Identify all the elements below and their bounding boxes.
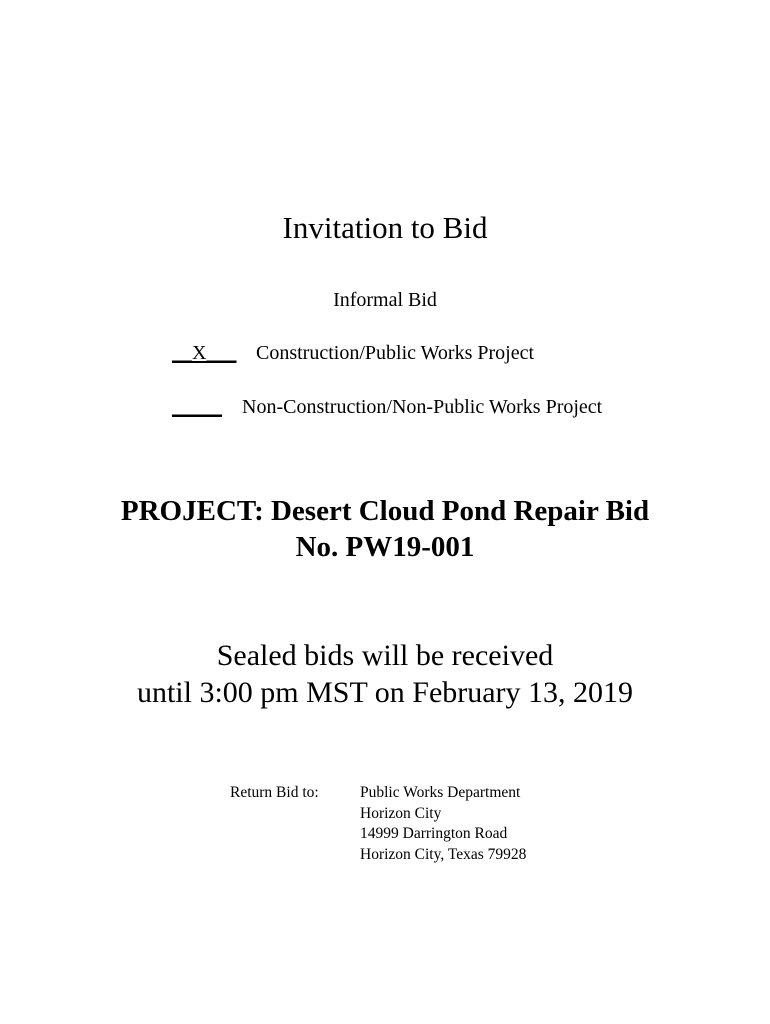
return-address [360,783,526,865]
bid-type: Informal Bid [333,289,437,311]
option-non-construction-label: Non-Construction/Non-Public Works Project [242,396,603,418]
document-title: Invitation to Bid [282,210,488,245]
sealed-bids-notice [0,637,770,711]
project-name: PROJECT: Desert Cloud Pond Repair Bid [120,495,650,527]
sealed-bids-line: Sealed bids will be received [216,639,554,672]
address-department: Public Works Department [360,784,521,801]
option-construction-mark: __X___ [172,342,237,364]
option-construction-label: Construction/Public Works Project [256,342,535,364]
project-number: No. PW19-001 [295,531,475,563]
option-non-construction-mark: _____ [172,396,222,418]
address-city-state-zip: Horizon City, Texas 79928 [360,845,527,863]
project-heading [0,493,770,565]
return-bid-label: Return Bid to: [230,784,319,801]
deadline-line: until 3:00 pm MST on February 13, 2019 [136,676,634,709]
address-street: 14999 Darrington Road [360,825,508,842]
option-non-construction [172,394,602,420]
address-city-name: Horizon City [360,804,442,822]
option-construction [172,340,534,366]
